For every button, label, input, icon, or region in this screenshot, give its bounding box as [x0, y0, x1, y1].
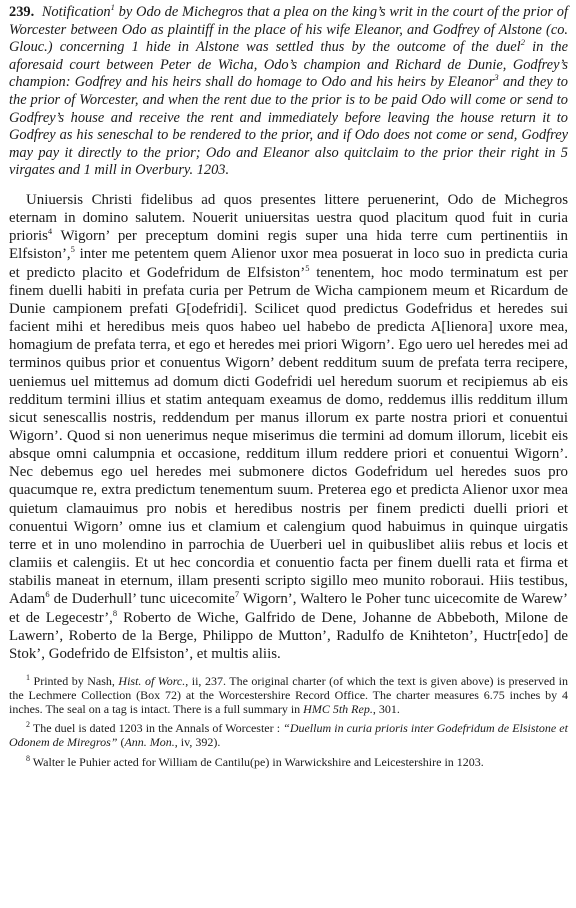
charter-segment: Wigorn’, Waltero le Poher tunc uicecomite de Warew’ et de Legecestr’,: [9, 591, 568, 626]
footnote-text: (: [117, 734, 125, 749]
footnote-ref-5b[interactable]: 5: [305, 262, 310, 273]
footnote-mark: 2: [26, 719, 30, 729]
footnote-ref-8[interactable]: 8: [112, 607, 118, 618]
summary-text: Notification: [41, 4, 111, 20]
charter-segment: Uniuersis Christi fidelibus ad quos presentes littere peruenerint, Odo de Michegros eternam in domino salutem. Nouerit uniuersitas uestra quod placitum quod fuit in curia prioris: [9, 191, 568, 245]
footnote-quote: “Duellum in curia prioris inter Godefridum de Elsistone et Odonem de Miregros”: [9, 720, 568, 749]
footnote-title: Ann. Mon.: [124, 734, 175, 749]
charter-segment: Roberto de Wiche, Galfrido de Dene, Johanne de Abbeboth, Milone de Lawern’, Roberto de la Berge, Philippo de Mutton’, Radulfo de Knihteton’, Huctr[edo] de Stok’, Godefrido de Elfsiston’, et multis aliis.: [9, 609, 568, 662]
footnote-text: , iv, 392).: [174, 734, 221, 749]
charter-segment: inter me petentem quem Alienor uxor mea posuerat in loco suo in predicta curia et predicto placito et Godefridum de Elfsiston’: [9, 246, 568, 281]
entry-summary: [9, 4, 568, 180]
footnote-mark: 8: [26, 754, 30, 764]
footnote-ref-6[interactable]: 6: [45, 589, 50, 600]
footnote-text: Printed by Nash,: [33, 674, 119, 688]
charter-text: [9, 191, 568, 663]
footnote-text: , ii, 237. The original charter (of which the text is given above) is preserved in the Lechmere Collection (Box 72) at the Worcestershire Record Office. The charter measures 6.75 inches by 4 inches. The seal on a tag is intact. There is a full summary in: [9, 674, 569, 717]
footnote-text: Walter le Puhier acted for William de Cantilu(pe) in Warwickshire and Leicestershire in 1203.: [32, 755, 484, 770]
footnote-ref-4[interactable]: 4: [47, 226, 53, 237]
charter-segment: tenentem, hoc modo terminatum est per finem duelli habiti in prefata curia per Petrum de Wicha campionem meum et Ricardum de Dunie campionem prefati G[odefridi]. Scilicet quod predictus Godefridus et heredes sui facient mihi et heredibus meis quos habeo uel habebo de predicta A[lienora] uxore mea, homagium de prefata terra, et ego et heredes mei priori Wigorn’. Ego uero uel heredes mei ad terminos quibus prior et conuentus Wigorn’ debent redditum suum de prefata terra recipere, ueniemus uel mittemus ad domum dicti Godefridi uel heredum suorum et recipiemus ab eis redditum termini illius et statim antequam exeamus de domo, reddemus illis redditum illum sicut senescallis nostris, reddendum per manus illorum ex parte nostra priori et conuentui Wigorn’. Quod si non uenerimus neque miserimus die termini ad domum illorum, licebit eis absque omni calumpnia et occasione, redditum illum reddere priori et conuentui Wigorn’. Nec debemus ego uel heredes mei submonere dictos Godefridum uel heredes suos pro quacumque re, extra predictum tenementum suum. Preterea ego et predicta Alienor uxor mea quietum clamauimus pro nobis et heredibus nostris per finem predicti duelli priori et conuentui Wigorn’ omne ius et clamium et calengium quod habuimus in quinque uirgatis terre et in uno molendino in parrochia de Uuerberi uel in quibuslibet aliis rebus et locis et clamiis et calengiis. Et ut hec concordia et conuentio facta per finem duelli rata et firma et stabilis maneat in eternum, illam presenti scripto sigillo meo munito roboraui. Hiis testibus, Adam: [9, 264, 568, 608]
footnote-text: The duel is dated 1203 in the Annals of Worcester :: [32, 720, 284, 735]
footnote-8: [9, 755, 568, 769]
summary-text: by Odo de Michegros that a plea on the king’s writ in the court of the prior of Worcester between Odo as plaintiff in the place of his wife Eleanor, and Godfrey of Alstone (co. Glouc.) concerning 1 hide in Alstone was settled thus by the outcome of the duel: [9, 4, 569, 56]
footnote-text: , 301.: [372, 702, 400, 717]
summary-text: in the aforesaid court between Peter de Wicha, Odo’s champion and Richard de Dunie, Godfrey’s champion: Godfrey and his heirs shall do homage to Odo and his heirs by Eleanor: [9, 39, 568, 91]
footnote-2: [9, 721, 568, 749]
footnote-ref-3[interactable]: 3: [494, 72, 499, 83]
footnote-ref-2[interactable]: 2: [520, 37, 525, 48]
entry-number: 239.: [9, 4, 35, 20]
footnote-title: Hist. of Worc.: [118, 674, 186, 688]
footnotes: [9, 674, 568, 769]
summary-text: and they to the prior of Worcester, and when the rent due to the prior is to be paid Odo will come or send to Godfrey’s house and receive the rent and immediately before leaving the house return it to Godfrey as his seneschal to be rendered to the prior, and if Odo does not come or send, Godfrey may pay it directly to the prior; Odo and Eleanor also quitclaim to the prior their right in 5 virgates and 1 mill in Overbury. 1203.: [9, 74, 569, 179]
footnote-ref-1[interactable]: 1: [110, 2, 115, 13]
footnote-mark: 1: [26, 673, 30, 682]
footnote-title: HMC 5th Rep.: [303, 702, 373, 717]
footnote-ref-5[interactable]: 5: [70, 244, 75, 255]
footnote-1: [9, 674, 568, 717]
charter-segment: de Duderhull’ tunc uicecomite: [49, 591, 235, 608]
charter-segment: Wigorn’ per preceptum domini regis super una hida terre cum pertinentiis in Elfsiston’,: [9, 228, 568, 263]
footnote-ref-7[interactable]: 7: [234, 589, 240, 600]
